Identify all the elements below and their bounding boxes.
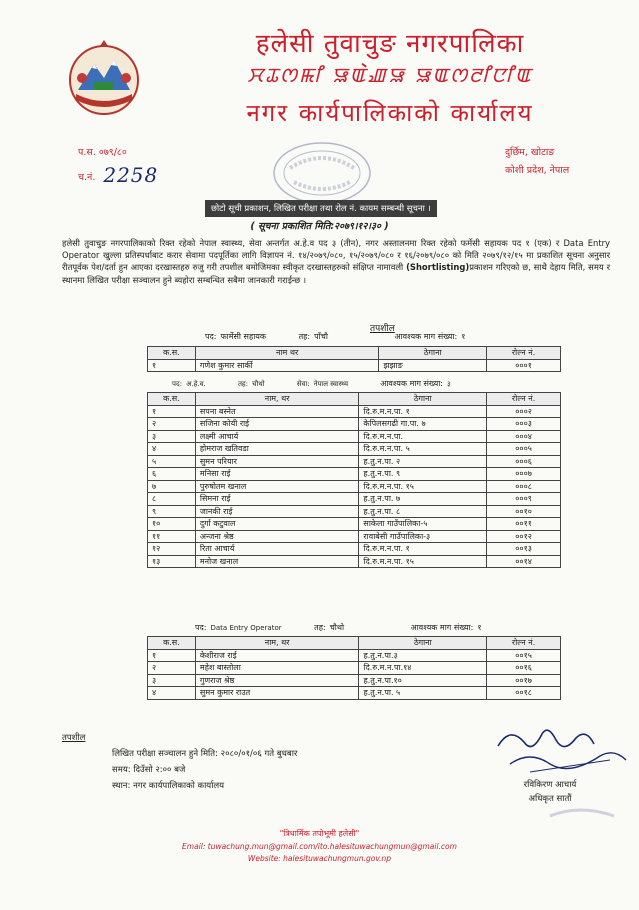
signatory-name: रविकिरण आचार्य — [523, 780, 577, 790]
exam-date-row — [62, 746, 297, 762]
post3-table — [147, 636, 561, 700]
table-header-row — [148, 393, 561, 406]
post3-req-value: १ — [477, 623, 482, 632]
cell-name: होमराज खतिवडा — [195, 443, 359, 456]
cell-address: दि.रु.म.न.पा.१४ — [359, 662, 487, 675]
post2-req-label: आवश्यक माग संख्या: — [380, 379, 443, 388]
notice-body-pre: हलेसी तुवाचुङ नगरपालिकाको रिक्त रहेको नेपाल स्वास्थ्य, सेवा अन्तर्गत अ.हे.व पद ३ (तीन), नगर अस्तालनमा रिक्त रहेको फर्मेसी सहायक पद १ (एक) र Data Entry Operator खुल्ला प्रतिस्पर्धाबाट करार सेवामा पदपूर्तिका लागि विज्ञापन नं. १४/२०७९/०८०, १५/२०७९/०८० र १६/२०७९/०८० को मिति २०७९/१२/१५ मा प्रकाशित सूचना अनुसार रीतपूर्वक पेश/दर्ता हुन आएका दरखास्तहरु रुजु गरी तपशील बमोजिमका स्वीकृत दरखास्तहरुको संक्षिप्त नामावली — [62, 238, 610, 273]
signature-icon — [490, 720, 630, 830]
post1-level-label: तह: — [298, 332, 311, 341]
cell-roll: ००११ — [487, 518, 561, 531]
post3-level-value: चौथो — [329, 623, 345, 632]
ref-cha-na-value: 2258 — [103, 163, 159, 187]
post2-req-value: ३ — [447, 380, 451, 388]
col-roll-header: रोल्न नं. — [487, 393, 561, 406]
post2-level-label: तह: — [237, 380, 249, 388]
municipality-title: हलेसी तुवाचुङ नगरपालिका — [255, 29, 525, 59]
col-address-header: ठेगाना — [379, 347, 487, 360]
post3-post-value: Data Entry Operator — [210, 624, 282, 632]
col-roll-header: रोल्न नं. — [487, 637, 561, 650]
cell-sn: ५ — [148, 455, 196, 468]
cell-roll: ०००१ — [487, 359, 561, 372]
cell-sn: ३ — [148, 430, 196, 443]
cell-sn: १० — [148, 518, 196, 531]
cell-name: मनोज खनाल — [195, 555, 359, 568]
cell-name: महेश बास्तोला — [195, 662, 359, 675]
cell-sn: १३ — [148, 555, 196, 568]
table-row — [148, 543, 561, 556]
cell-address: रावाबेसी गाउँपालिका-३ — [359, 530, 487, 543]
table-row — [148, 518, 561, 531]
cell-name: सिमना राई — [195, 493, 359, 506]
post1-info — [205, 331, 469, 342]
cell-name: जानकी राई — [195, 505, 359, 518]
table-row — [148, 455, 561, 468]
footer-website[interactable]: Website: halesituwachungmun.gov.np — [247, 854, 392, 863]
publication-date: ( सूचना प्रकाशित मिति:२०७९।१२।३० ) — [250, 221, 389, 232]
cell-name: सुमन कुमार राउत — [195, 687, 359, 700]
cell-name: सुमन परियार — [195, 455, 359, 468]
cell-address: ह.तु.न.पा.१० — [359, 674, 487, 687]
post3-post-label: पद: — [195, 623, 207, 632]
tapsil-label: तपशील — [370, 324, 395, 334]
post2-service-label: सेवा: — [296, 380, 310, 388]
exam-time-label: समय: — [112, 765, 131, 775]
cell-address: दि.रु.म.न.पा. १५ — [359, 480, 487, 493]
cell-sn: २ — [148, 418, 196, 431]
cell-roll: ००१७ — [487, 674, 561, 687]
address-block — [505, 144, 569, 180]
post1-req-value: १ — [461, 332, 466, 341]
exam-date-label: लिखित परीक्षा सञ्चालन हुने मिति: — [112, 749, 218, 759]
table-row — [148, 480, 561, 493]
cell-address: केपिलसगढी गा.पा. ७ — [359, 418, 487, 431]
post3-info — [195, 622, 486, 633]
col-address-header: ठेगाना — [359, 393, 487, 406]
cell-name: सजिना कोयी राई — [195, 418, 359, 431]
cell-roll: ०००४ — [487, 430, 561, 443]
col-roll-header: रोल्न नं. — [487, 347, 561, 360]
cell-sn: १ — [148, 649, 196, 662]
cell-address: ह.तु.न.पा.३ — [359, 649, 487, 662]
cell-roll: ०००६ — [487, 455, 561, 468]
cell-address: ह.तु.न.पा. ८ — [359, 505, 487, 518]
table-row — [148, 555, 561, 568]
cell-address: दि.रु.म.न.पा. — [359, 430, 487, 443]
cell-name: गणेश कुमार सार्की — [195, 359, 379, 372]
cell-address: ह.तु.न.पा. २ — [359, 455, 487, 468]
signatory-title: अधिकृत सातौं — [528, 794, 572, 804]
cell-name: गुणराज श्रेष्ठ — [195, 674, 359, 687]
notice-body-post: प्रकाशन गरिएको छ, साथै देहाय मिति, समय र स्थानमा लिखित परीक्षा सञ्चालन हुने ब्यहोरा सम्बन्धित सबैमा जानकारी गराईन्छ । — [62, 262, 611, 285]
cell-address: झझाङ — [379, 359, 487, 372]
reference-block — [78, 142, 158, 189]
cell-roll: ००१६ — [487, 662, 561, 675]
address-line-2: कोशी प्रदेश, नेपाल — [505, 165, 570, 176]
cell-address: दि.रु.म.न.पा. १ — [359, 543, 487, 556]
cell-roll: ००१५ — [487, 649, 561, 662]
table-row — [148, 430, 561, 443]
table-row — [148, 493, 561, 506]
cell-sn: ९ — [148, 505, 196, 518]
col-sn-header: क.स. — [148, 393, 196, 406]
cell-name: लक्ष्मी आचार्य — [195, 430, 359, 443]
cell-roll: ०००३ — [487, 418, 561, 431]
col-sn-header: क.स. — [148, 637, 196, 650]
post2-service-value: नेपाल स्वास्थ्य — [313, 380, 349, 388]
cell-sn: १ — [148, 405, 196, 418]
cell-address: ह.तु.न.पा. ५ — [359, 687, 487, 700]
cell-roll: ००१३ — [487, 543, 561, 556]
post1-post-label: पद: — [205, 332, 217, 341]
cell-name: दुर्गा कटुवाल — [195, 518, 359, 531]
office-stamp-icon — [270, 138, 375, 208]
cell-roll: ००१४ — [487, 555, 561, 568]
col-name-header: नाम, थर — [195, 637, 359, 650]
col-sn-header: क.स. — [148, 347, 196, 360]
post1-table — [147, 346, 561, 372]
cell-sn: ४ — [148, 687, 196, 700]
notice-title: छोटो सूची प्रकाशन, लिखित परीक्षा तथा रोल नं. कायम सम्बन्धी सूचना । — [205, 200, 437, 217]
table-row — [148, 468, 561, 481]
footer-motto: "त्रिधार्मिक तपोभूमी हलेसी" — [279, 829, 360, 838]
col-address-header: ठेगाना — [359, 637, 487, 650]
ref-cha-na-label: च.नं. — [78, 172, 96, 183]
cell-sn: ७ — [148, 480, 196, 493]
post2-table — [147, 392, 561, 568]
cell-name: पुरुषोतम खनाल — [195, 480, 359, 493]
exam-place-row — [62, 778, 297, 794]
exam-time-value: दिउँसो २:०० बजे — [133, 765, 186, 775]
cell-sn: ८ — [148, 493, 196, 506]
address-line-1: दुर्छिम, खोटाङ — [505, 147, 555, 158]
cell-name: अन्जना श्रेष्ठ — [195, 530, 359, 543]
post3-req-label: आवश्यक माग संख्या: — [410, 623, 474, 632]
exam-tapsil-label: तपशील — [62, 733, 86, 743]
table-row — [148, 649, 561, 662]
table-row — [148, 418, 561, 431]
table-row — [148, 405, 561, 418]
post2-post-value: अ.हे.व. — [186, 380, 206, 388]
col-name-header: नाम थर — [195, 347, 379, 360]
notice-body-bold: (Shortlisting) — [406, 262, 470, 273]
cell-roll: ००१८ — [487, 687, 561, 700]
cell-roll: ०००२ — [487, 405, 561, 418]
table-row — [148, 443, 561, 456]
cell-address: ह.तु.न.पा. ७ — [359, 493, 487, 506]
cell-roll: ०००८ — [487, 480, 561, 493]
notice-body — [62, 237, 610, 286]
nepal-emblem-icon — [64, 38, 144, 118]
table-header-row — [148, 347, 561, 360]
table-row — [148, 530, 561, 543]
cell-sn: ३ — [148, 674, 196, 687]
cell-roll: ००१० — [487, 505, 561, 518]
exam-place-value: नगर कार्यपालिकाको कार्यालय — [133, 781, 225, 791]
cell-name: मनिसा राई — [195, 468, 359, 481]
cell-address: ह.तु.न.पा. ९ — [359, 468, 487, 481]
post2-level-value: चौथो — [252, 380, 265, 388]
cell-sn: १२ — [148, 543, 196, 556]
cell-address: दि.रु.म.न.पा. ५ — [359, 443, 487, 456]
post1-req-label: आवश्यक माग संख्या: — [394, 332, 458, 341]
cell-name: केशीराज राई — [195, 649, 359, 662]
cell-roll: ०००७ — [487, 468, 561, 481]
signatory-block — [505, 778, 595, 806]
cell-sn: ११ — [148, 530, 196, 543]
cell-roll: ००१२ — [487, 530, 561, 543]
cell-sn: ४ — [148, 443, 196, 456]
office-title: नगर कार्यपालिकाको कार्यालय — [246, 99, 534, 127]
post1-post-value: फार्मेसी सहायक — [220, 332, 267, 341]
cell-address: दि.रु.म.न.पा. १५ — [359, 555, 487, 568]
municipality-title-script: ꯆꯊꯁꯃꯤ ꯎꯑꯥꯉꯎ ꯎꯑꯁꯂꯤꯅꯤꯑ — [247, 63, 533, 87]
post2-post-label: पद: — [172, 380, 183, 388]
exam-details — [62, 730, 297, 794]
cell-sn: ६ — [148, 468, 196, 481]
table-header-row — [148, 637, 561, 650]
table-row — [148, 662, 561, 675]
cell-name: सपना बस्नेत — [195, 405, 359, 418]
post2-info — [172, 378, 455, 389]
exam-place-label: स्थान: — [112, 781, 131, 791]
cell-roll: ०००९ — [487, 493, 561, 506]
cell-sn: २ — [148, 662, 196, 675]
cell-roll: ०००५ — [487, 443, 561, 456]
cell-sn: १ — [148, 359, 196, 372]
table-row — [148, 687, 561, 700]
cell-address: साकेला गाउँपालिका-५ — [359, 518, 487, 531]
ref-pa-sa: प.स. ०७९/८० — [78, 147, 127, 158]
post1-level-value: पाँचौ — [314, 332, 328, 341]
exam-date-value: २०८०/०१/०६ गते बुधबार — [220, 749, 298, 759]
table-row — [148, 505, 561, 518]
table-row — [148, 674, 561, 687]
exam-time-row — [62, 762, 297, 778]
table-row — [148, 359, 561, 372]
post3-level-label: तह: — [314, 623, 326, 632]
footer-email[interactable]: Email: tuwachung.mun@gmail.com/ito.halesituwachungmun@gmail.com — [182, 842, 457, 851]
cell-address: दि.रु.म.न.पा. १ — [359, 405, 487, 418]
ref-cha-na — [78, 164, 158, 189]
cell-name: रिता आचार्य — [195, 543, 359, 556]
col-name-header: नाम, थर — [195, 393, 359, 406]
